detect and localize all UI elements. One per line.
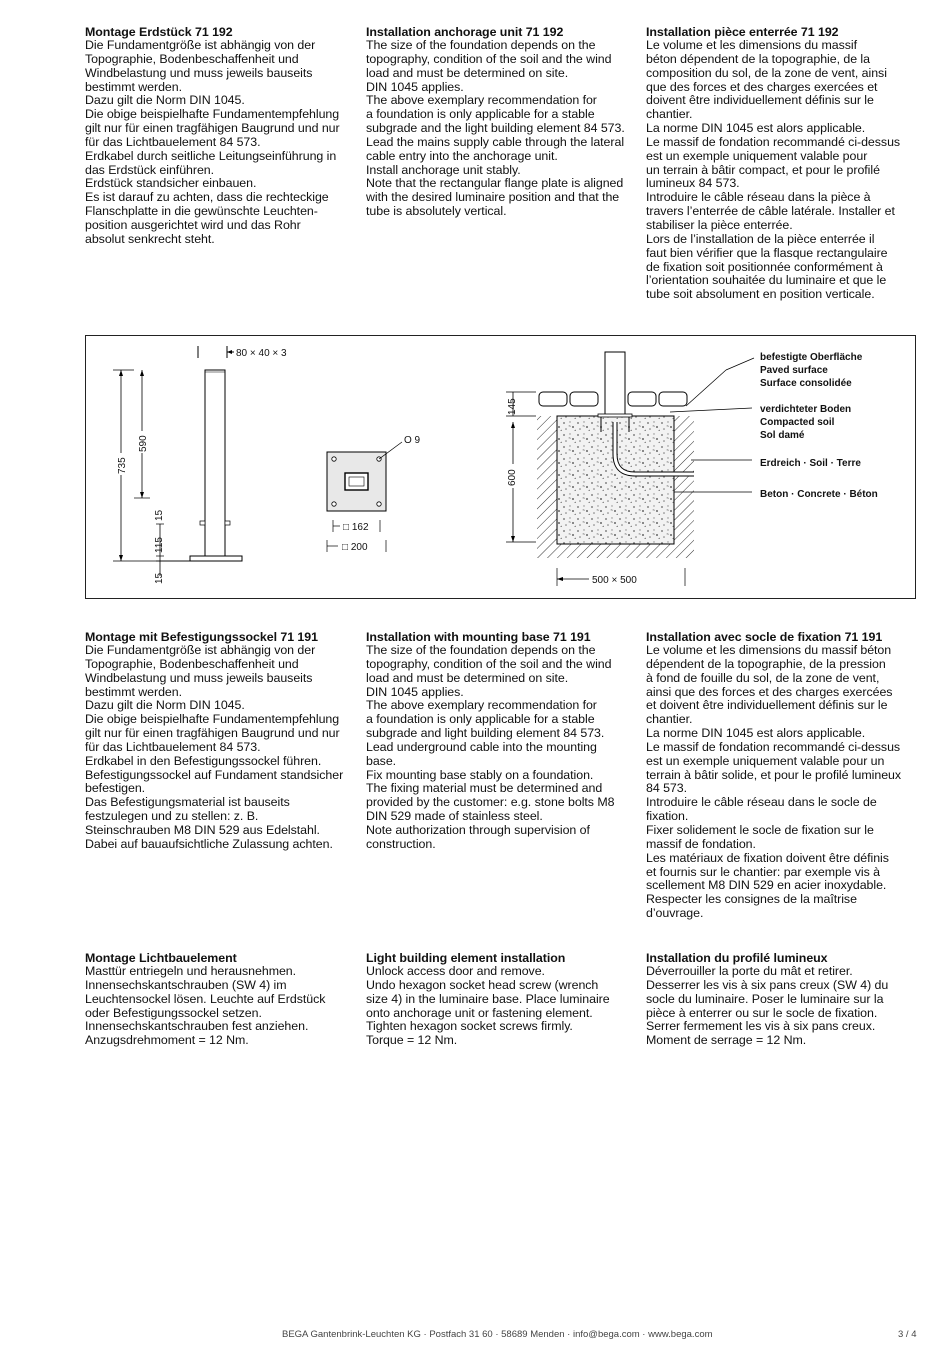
- dim-115-label: 115: [154, 537, 165, 553]
- section-title: Montage mit Befestigungssockel 71 191: [85, 630, 318, 644]
- dim-15-upper-label: 15: [154, 509, 165, 521]
- depth-145-label: 145: [507, 398, 518, 415]
- installation-diagram: [85, 335, 916, 599]
- depth-600-label: 600: [507, 469, 518, 486]
- paved-de-label: befestigte Oberfläche: [760, 352, 863, 363]
- section-body: The size of the foundation depends on the topography, condition of the soil and the wind load and must be determined on site. DIN 1045 applies. The above exemplary recommendation for a foundation is only applicable for a stable subgrade and light building element 84 573. Lead underground cable into the mounting base. Fix mounting base stably on a foundation. The fixing material must be determined and provided by the customer: e.g. stone bolts M8 DIN 529 made of stainless steel. Note authorization through supervision of construction.: [366, 643, 615, 851]
- height-735-label: 735: [117, 457, 128, 474]
- soil-fr-label: Sol damé: [760, 430, 805, 441]
- page-number: 3 / 4: [898, 1329, 917, 1340]
- section-base-en: [366, 630, 638, 852]
- post-elevation: [112, 346, 287, 584]
- section-body: The size of the foundation depends on the topography, condition of the soil and the wind load and must be determined on site. DIN 1045 applies. The above exemplary recommendation for a foundation is only applicable for a stable subgrade and the light building element 84 573. Lead the mains supply cable through the lateral cable entry into the anchorage unit. Install anchorage unit stably. Note that the rectangular flange plate is aligned with the desired luminaire position and that the tube is absolutely vertical.: [366, 38, 625, 219]
- section-body: Déverrouiller la porte du mât et retirer. Desserrer les vis à six pans creux (SW 4) du socle du luminaire. Poser le luminaire sur la pièce à enterrer ou sur le socle de fixation. Serrer fermement les vis à six pans creux. Moment de serrage = 12 Nm.: [646, 964, 889, 1048]
- section-title: Montage Erdstück 71 192: [85, 25, 233, 39]
- section-title: Light building element installation: [366, 951, 566, 965]
- section-title: Installation with mounting base 71 191: [366, 630, 591, 644]
- section-title: Installation pièce enterrée 71 192: [646, 25, 839, 39]
- section-light-de: [85, 951, 357, 1048]
- section-body: Unlock access door and remove. Undo hexagon socket head screw (wrench size 4) in the luminaire base. Place luminaire onto anchorage unit or fastening element. Tighten hexagon socket screws firmly. Torque = 12 Nm.: [366, 964, 610, 1048]
- height-590-label: 590: [138, 435, 149, 452]
- dim-15-lower-label: 15: [154, 572, 165, 584]
- soil-en-label: Compacted soil: [760, 417, 835, 428]
- section-body: Le volume et les dimensions du massif béton dépendent de la topographie, de la pression à fond de fouille du sol, de la zone de vent, ainsi que des forces et des charges exercées et doivent être individuellement définis sur le chantier. La norme DIN 1045 est alors applicable. Le massif de fondation recommandé ci-dessus est un exemple uniquement valable pour un terrain à bâtir solide, et pour le profilé lumineux 84 573. Introduire le câble réseau dans le socle de fixation. Fixer solidement le socle de fixation sur le massif de fondation. Les matériaux de fixation doivent être définis et fournis sur le chantier: par exemple vis à scellement M8 DIN 529 en acier inoxydable. Respecter les consignes de la maîtrise d’ouvrage.: [646, 643, 902, 921]
- section-light-fr: [646, 951, 918, 1048]
- section-base-fr: [646, 630, 918, 921]
- diagram-drawing: [86, 336, 917, 600]
- section-title: Installation avec socle de fixation 71 191: [646, 630, 883, 644]
- section-title: Installation anchorage unit 71 192: [366, 25, 564, 39]
- section-title: Installation du profilé lumineux: [646, 951, 828, 965]
- paved-en-label: Paved surface: [760, 365, 828, 376]
- plate-200-label: □ 200: [342, 542, 368, 553]
- concrete-label: Beton · Concrete · Béton: [760, 489, 878, 500]
- plate-162-label: □ 162: [343, 522, 369, 533]
- section-title: Montage Lichtbauelement: [85, 951, 237, 965]
- foundation-section: [504, 352, 878, 586]
- section-body: Le volume et les dimensions du massif béton dépendent de la topographie, de la composition du sol, de la zone de vent, ainsi que des forces et des charges exercées et doivent être individuellement définis sur le chantier. La norme DIN 1045 est alors applicable. Le massif de fondation recommandé ci-dessus est un exemple uniquement valable pour un terrain à bâtir compact, et pour le profilé lumineux 84 573. Introduire le câble réseau dans la pièce à travers l’enterrée de câble latérale. Installer et stabiliser la pièce enterrée. Lors de l’installation de la pièce enterrée il faut bien vérifier que la flasque rectangulaire de fixation soit positionnée conformément à l’orientation souhaitée du luminaire et que le tube soit absolument en position verticale.: [646, 38, 901, 302]
- soil-de-label: verdichteter Boden: [760, 404, 852, 415]
- section-body: Die Fundamentgröße ist abhängig von der Topographie, Bodenbeschaffenheit und Windbelastung und muss jeweils bauseits bestimmt werden. Dazu gilt die Norm DIN 1045. Die obige beispielhafte Fundamentempfehlung gilt nur für einen tragfähigen Baugrund und nur für das Lichtbauelement 84 573. Erdkabel durch seitliche Leitungseinführung in das Erdstück einführen. Erdstück standsicher einbauen. Es ist darauf zu achten, dass die rechteckige Flanschplatte in die gewünschte Leuchten- position ausgerichtet wird und das Rohr absolut senkrecht steht.: [85, 38, 340, 246]
- cable-label: Erdreich · Soil · Terre: [760, 458, 861, 469]
- paved-fr-label: Surface consolidée: [760, 378, 852, 389]
- section-anchorage-fr: [646, 25, 918, 302]
- profile-dim-label: 80 × 40 × 3: [236, 348, 287, 359]
- base-plate-plan: [327, 435, 421, 553]
- foundation-size-label: 500 × 500: [592, 575, 637, 586]
- hole-dim-label: O 9: [404, 435, 421, 446]
- section-body: Die Fundamentgröße ist abhängig von der Topographie, Bodenbeschaffenheit und Windbelastung und muss jeweils bauseits bestimmt werden. Dazu gilt die Norm DIN 1045. Die obige beispielhafte Fundamentempfehlung gilt nur für einen tragfähigen Baugrund und nur für das Lichtbauelement 84 573. Erdkabel in den Befestigungssockel führen. Befestigungssockel auf Fundament standsicher befestigen. Das Befestigungsmaterial ist bauseits festzulegen und zu stellen: z. B. Steinschrauben M8 DIN 529 aus Edelstahl. Dabei auf bauaufsichtliche Zulassung achten.: [85, 643, 344, 851]
- footer-address: BEGA Gantenbrink-Leuchten KG · Postfach 31 60 · 58689 Menden · info@bega.com · www.bega.com: [282, 1329, 713, 1340]
- section-anchorage-de: [85, 25, 357, 247]
- section-body: Masttür entriegeln und herausnehmen. Innensechskantschrauben (SW 4) im Leuchtensockel lösen. Leuchte auf Erdstück oder Befestigungssockel setzen. Innensechskantschrauben fest anziehen. Anzugsdrehmoment = 12 Nm.: [85, 964, 326, 1048]
- section-light-en: [366, 951, 638, 1048]
- section-base-de: [85, 630, 357, 852]
- section-anchorage-en: [366, 25, 638, 219]
